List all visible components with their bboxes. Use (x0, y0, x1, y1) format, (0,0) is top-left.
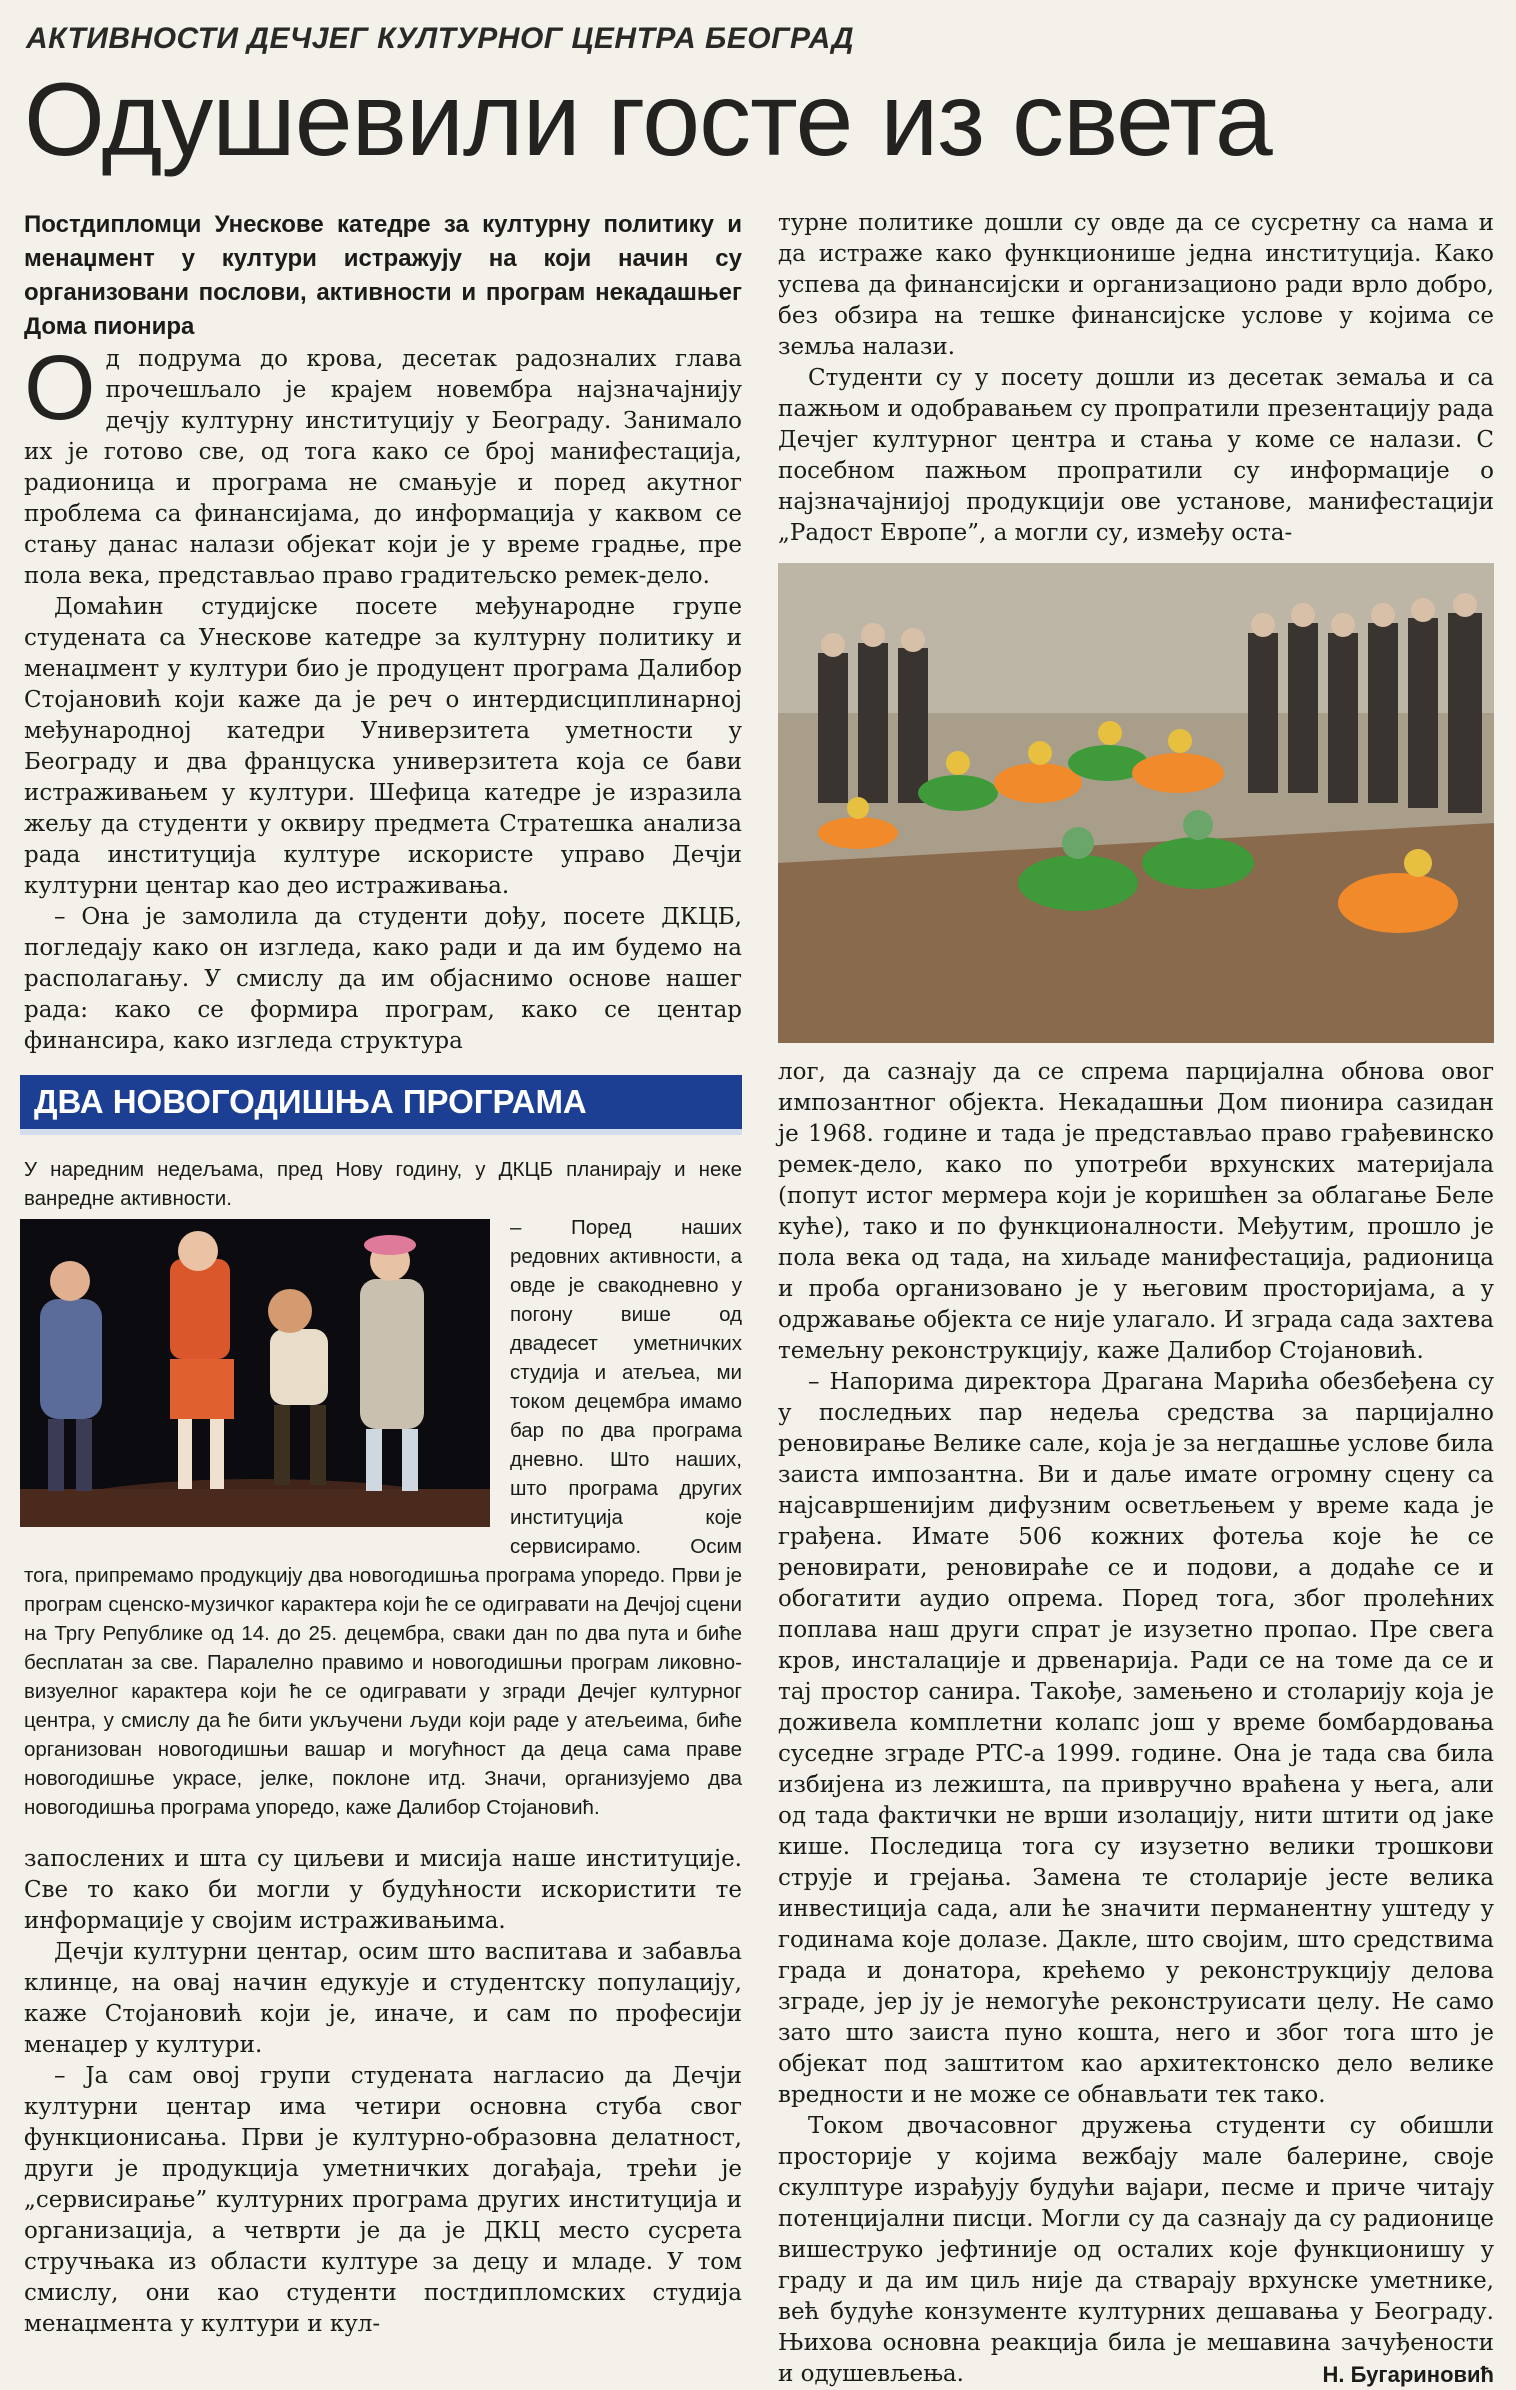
box-paragraph-2: – Поред наших редовних активности, а овде је свакодневно у погону више од двадесет уметничких студија и атељеа, ми током децембра имамо бар по два програма дневно. Што наших, што програма других институција које сервисирамо. Осим тога, припремамо продукцију два новогодишња програма упоредо. Први је програм сценско-музичког карактера који ће се одигравати на Дечјој сцени на Тргу Републике од 14. до 25. децембра, сваки дан по два пута и биће бесплатан за све. Паралелно правимо и новогодишњи програм ликовно-визуелног карактера који ће се одигравати у згради Дечјег културног центра, у смислу да ће бити укључени људи који раде у атељеима, биће организован новогодишњи вашар и могућност да деца сама праве новогодишње украсе, јелке, поклоне итд. Значи, организујемо два новогодишња програма упоредо, каже Далибор Стојановић. (24, 1216, 742, 1819)
body-paragraph-10: – Напорима директора Драгана Марића обезбеђена су у последњих пар недеља средства за парцијално реновирање Велике сале, која је за негдашње услове била заиста импозантна. Ви и даље имате огромну сцену са најсавршенијим дифузним осветљењем у време када је грађена. Имате 506 кожних фотеља које ће се реновирати, реновираће се и подови, а додаће се и обогатити аудио опрема. Поред тога, због пролећних поплава наш други спрат је изузетно пропао. Пре свега кров, инсталације и дрвенарија. Ради се на томе да се и тај простор санира. Такође, замењено и столарију која је доживела комплетни колапс још у време бомбардовања суседне зграде РТС-а 1999. године. Она је тада сва била избијена из лежишта, па привручно враћена у њега, али од тада фактички не врши изолацију, нити штити од јаке кише. Последица тога су изузетно велики трошкови струје и грејања. Замена те столарије јесте велика инвестиција сада, али ће значити перманентну уштеду у годинама које долазе. Дакле, што својим, што средствима града и донатора, крећемо у реконструкцију делова зграде, јер ју је немогуће реконструисати целу. Не само зато што заиста пуно кошта, него и због тога што је објекат под заштитом као архитектонско дело велике вредности и не може се обнављати тек тако. (778, 1369, 1494, 2108)
body-paragraph-1: Од подрума до крова, десетак радозналих глава прочешљало је крајем новембра најзначајнију дечју културну институцију у Београду. Занимало их је готово све, од тога како се број манифестација, радионица и програма не смањује и поред акутног проблема са финансијама, до информација у каквом се стању данас налази објекат који је у време градње, пре пола века, представљао право градитељско ремек-дело. (24, 337, 742, 589)
body-paragraph-5: Дечји културни центар, осим што васпитава и забавља клинце, на овај начин едукује и студентску популацију, каже Стојановић који је, иначе, и сам по професији менаџер у култури. (24, 1939, 742, 2058)
right-column (778, 208, 1494, 2390)
children-dance-photo (778, 563, 1494, 1043)
body-paragraph-8: Студенти су у посету дошли из десетак земаља и са пажњом и одобравањем су пропратили презентацију рада Дечјег културног центра и стања у коме се налази. С посебном пажњом пропратили су информације о најзначајнијој продукцији ове установе, манифестацији „Радост Европе”, а могли су, између оста- (778, 365, 1494, 546)
body-paragraph-3: – Она је замолила да студенти дођу, посете ДКЦБ, погледају како он изгледа, како ради и да им будемо на располагању. У смислу да им објаснимо основе нашег рада: како се формира програм, како се центар финансира, како изгледа структура (24, 904, 742, 1054)
box-paragraph-1: У наредним недељама, пред Нову годину, у ДКЦБ планирају и неке ванредне активности. (24, 1158, 742, 1210)
sidebar-box (24, 1155, 742, 1822)
body-paragraph-2: Домаћин студијске посете међународне групе студената са Унескове катедре за културну политику и менаџмент у култури био је продуцент програма Далибор Стојановић који каже да је реч о интердисциплинарној међународној катедри Универзитета уметности у Београду и два француска универзитета која се бави истраживањем у култури. Шефица катедре је изразила жељу да студенти у оквиру предмета Стратешка анализа рада институција културе искористе управо Дечји културни центар као део истраживања. (24, 594, 742, 899)
article-lead: Постдипломци Унескове катедре за културну политику и менаџмент у култури истражују на који начин су организовани послови, активности и програм некадашњег Дома пионира (24, 211, 742, 340)
body-paragraph-4: запослених и шта су циљеви и мисија наше институције. Све то како би могли у будућности искористити те информације у својим истраживањима. (24, 1846, 742, 1934)
sidebar-box-title: ДВА НОВОГОДИШЊА ПРОГРАМА (20, 1075, 742, 1135)
section-kicker: АКТИВНОСТИ ДЕЧЈЕГ КУЛТУРНОГ ЦЕНТРА БЕОГРАД (26, 22, 855, 55)
article-headline: Одушевили госте из света (24, 62, 1272, 178)
drop-cap: О (24, 337, 96, 439)
author-byline: Н. Бугариновић (1322, 2362, 1494, 2387)
body-paragraph-9: лог, да сазнају да се спрема парцијална обнова овог импозантног објекта. Некадашњи Дом пионира сазидан је 1968. године и тада је представљао право грађевинско ремек-дело, како по употреби врхунских материјала (попут истог мермера који је коришћен за облагање Беле куће), тако и по функционалности. Међутим, прошло је пола века од тада, на хиљаде манифестација, радионица и проба организовано је у његовим просторијама, а у одржавање објекта се није улагало. И зграда сада захтева темељну реконструкцију, каже Далибор Стојановић. (778, 1059, 1494, 1364)
body-paragraph-11: Током двочасовног дружења студенти су обишли просторије у којима вежбају мале балерине, своје скулптуре израђују будући вајари, песме и приче читају потенцијални писци. Могли су да сазнају да су радионице вишеструко јефтиније од осталих које функционишу у граду и да им циљ није да стварају врхунске уметнике, већ будуће конзументе културних дешавања у Београду. Њихова основна реакција била је мешавина зачуђености и одушевљења. (778, 2113, 1494, 2387)
left-column (24, 208, 742, 2340)
body-paragraph-7: турне политике дошли су овде да се сусретну са нама и да истраже како функционише једна институција. Како успева да финансијски и организационо ради врло добро, без обзира на тешке финансијске услове у којима се земља налази. (778, 210, 1494, 360)
body-paragraph-6: – Ја сам овој групи студената нагласио да Дечји културни центар има четири основна стуба свог функционисања. Први је културно-образовна делатност, други је продукција уметничких догађаја, трећи је „сервисирање” културних програма других институција и организација, а четврти је да је ДКЦ место сусрета стручњака из области културе за децу и младе. У том смислу, они као студенти постдипломских студија менаџмента у култури и кул- (24, 2063, 742, 2337)
theatre-performance-photo (20, 1219, 490, 1527)
